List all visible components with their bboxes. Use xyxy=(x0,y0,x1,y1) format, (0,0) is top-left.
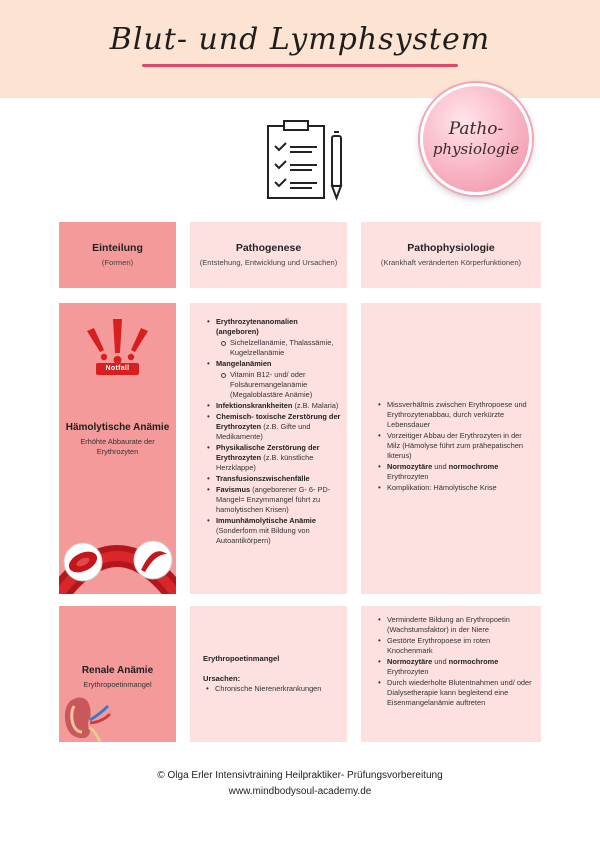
list-item: • Infektionskrankheiten (z.B. Malaria) xyxy=(204,401,341,411)
row-heading xyxy=(59,421,176,457)
row-haemolytische-anaemie-pathogenese xyxy=(190,303,347,594)
list-item: • Erythrozytenanomalien (angeboren) Sichelzellanämie, Thalassämie, Kugelzellanämie xyxy=(204,317,341,358)
causes-list xyxy=(203,684,341,694)
pen-icon xyxy=(332,132,341,198)
column-header-pathogenese xyxy=(190,222,347,288)
notfall-badge: Notfall xyxy=(96,363,139,375)
column-title: Pathogenese xyxy=(235,242,302,254)
footer-copyright: © Olga Erler Intensivtraining Heilpraktiker- Prüfungsvorbereitung xyxy=(157,770,443,781)
row-haemolytische-anaemie-label xyxy=(59,303,176,594)
list-item: • Normozytäre und normochrome Erythrozyten xyxy=(375,462,535,482)
row-renale-anaemie-label xyxy=(59,606,176,742)
list-item: • Mangelanämien Vitamin B12- und/ oder Folsäuremangelanämie (Megaloblastäre Anämie) xyxy=(204,359,341,400)
row-renale-anaemie-pathogenese xyxy=(190,606,347,742)
row-subtitle: Erythropoetinmangel xyxy=(83,680,152,689)
title-underline xyxy=(142,64,458,67)
list-item: • Physikalische Zerstörung der Erythrozyten (z.B. künstliche Herzklappe) xyxy=(204,443,341,473)
row-haemolytische-anaemie-pathophysiologie xyxy=(361,303,541,594)
row-title: Renale Anämie xyxy=(81,665,154,676)
column-header-pathophysiologie xyxy=(361,222,541,288)
column-subtitle: (Formen) xyxy=(101,258,134,267)
red-blood-cells-image xyxy=(59,528,176,594)
row-subtitle: Erhöhte Abbaurate der Erythrozyten xyxy=(80,437,155,456)
pathogenese-list xyxy=(204,317,341,546)
list-item: • Durch wiederholte Blutentnahmen und/ oder Dialysetherapie kann begleitend eine Eisenmangelanämie auftreten xyxy=(375,678,535,708)
badge-line-2: physiologie xyxy=(432,140,520,158)
footer-website[interactable]: www.mindbodysoul-academy.de xyxy=(228,786,372,797)
column-title: Pathophysiologie xyxy=(407,242,495,254)
pathogenese-heading: Erythropoetinmangel xyxy=(203,654,280,663)
page-title: Blut- und Lymphsystem xyxy=(109,22,491,57)
list-item: • Vorzeitiger Abbau der Erythrozyten in der Milz (Hämolyse führt zum prähepatischen Ikterus) xyxy=(375,431,535,461)
causes-label: Ursachen: xyxy=(203,674,241,683)
kidney-image xyxy=(62,692,122,742)
row-heading xyxy=(59,664,176,690)
list-item: • Verminderte Bildung an Erythropoetin (Wachstumsfaktor) in der Niere xyxy=(375,615,535,635)
checklist-icon xyxy=(262,118,352,202)
list-item: • Missverhältnis zwischen Erythropoese und Erythrozytenabbau, durch verkürzte Lebensdauer xyxy=(375,400,535,430)
list-item: • Chronische Nierenerkrankungen xyxy=(203,684,341,694)
list-item: • Gestörte Erythropoese im roten Knochenmark xyxy=(375,636,535,656)
list-item: • Normozytäre und normochrome Erythrozyten xyxy=(375,657,535,677)
pathophysiologie-list xyxy=(375,400,535,493)
column-title: Einteilung xyxy=(92,242,143,254)
list-item: • Komplikation: Hämolytische Krise xyxy=(375,483,535,493)
list-item: • Chemisch- toxische Zerstörung der Erythrozyten (z.B. Gifte und Medikamente) xyxy=(204,412,341,442)
sub-list-item: Sichelzellanämie, Thalassämie, Kugelzellanämie xyxy=(216,338,341,358)
list-item: • Transfusionszwischenfälle xyxy=(204,474,341,484)
row-renale-anaemie-pathophysiologie xyxy=(361,606,541,742)
list-item: • Favismus (angeborener G- 6- PD- Mangel= Enzymmangel führt zu hamolytischen Krisen) xyxy=(204,485,341,515)
row-title: Hämolytische Anämie xyxy=(65,422,170,433)
list-item: • Immunhämolytische Anämie (Sonderform mit Bildung von Autoantikörpern) xyxy=(204,516,341,546)
sub-list-item: Vitamin B12- und/ oder Folsäuremangelanämie (Megaloblastäre Anämie) xyxy=(216,370,341,400)
pathophysiologie-list xyxy=(375,615,535,708)
topic-badge xyxy=(420,83,532,195)
column-subtitle: (Krankhaft veränderten Körperfunktionen) xyxy=(380,258,522,267)
badge-line-1: Patho- xyxy=(448,119,504,139)
column-subtitle: (Entstehung, Entwicklung und Ursachen) xyxy=(199,258,338,267)
column-header-einteilung xyxy=(59,222,176,288)
